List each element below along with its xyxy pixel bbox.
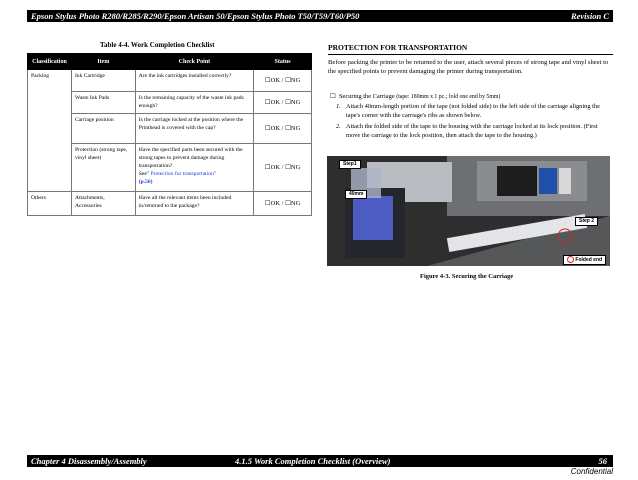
cell-status[interactable]: ☐OK / ☐NG xyxy=(254,144,312,192)
table-row xyxy=(28,144,312,192)
table-row xyxy=(28,192,312,216)
cell-check: Is the remaining capacity of the waste ink pads enough? xyxy=(135,92,253,114)
cell-status[interactable]: ☐OK / ☐NG xyxy=(254,92,312,114)
cell-classification xyxy=(28,92,72,114)
table-header-row xyxy=(28,54,312,70)
cell-classification xyxy=(28,114,72,144)
step-1 xyxy=(336,102,612,120)
cell-classification: Others xyxy=(28,192,72,216)
figure-caption: Figure 4-3. Securing the Carriage xyxy=(420,273,514,280)
page-reference-link[interactable]: (p.56) xyxy=(138,179,153,185)
measure-label: 40mm xyxy=(345,190,367,199)
column-header: Status xyxy=(254,54,312,70)
cell-classification xyxy=(28,144,72,192)
confidential-label: Confidential xyxy=(570,467,613,476)
step-2 xyxy=(336,122,612,140)
intro-paragraph: Before packing the printer to be returned to the user, attach several pieces of strong tape and vinyl sheet to the specified points to prevent damaging the printer during transportation. xyxy=(328,59,609,75)
cell-status[interactable]: ☐OK / ☐NG xyxy=(254,114,312,144)
cell-item: Attachments, Accessories xyxy=(71,192,135,216)
page-number: 56 xyxy=(598,456,607,466)
cross-reference-link[interactable]: Protection for transportation" xyxy=(150,171,217,177)
bullet-securing-carriage xyxy=(330,92,612,102)
cell-check: Is the carriage locked at the position where the Printhead is covered with the cap? xyxy=(135,114,253,144)
step-text: Attach the folded side of the tape to the housing with the carriage locked at its lock position. (First move the carriage to the lock position, then attach the tape to the housing.) xyxy=(346,123,598,139)
checkbox-bullet-icon: ☐ xyxy=(330,93,336,100)
table-row xyxy=(28,92,312,114)
step1-label: Step1 xyxy=(339,160,361,169)
cell-item: Protection (strong tape, vinyl sheet) xyxy=(71,144,135,192)
step-number: 1. xyxy=(336,103,341,110)
step2-label: Step 2 xyxy=(575,217,598,226)
column-header: Item xyxy=(71,54,135,70)
bullet-note: (tape: 180mm x 1 pc.; fold one end by 5mm) xyxy=(396,94,501,100)
cell-classification: Packing xyxy=(28,70,72,92)
cell-check: Have all the relevant items been included in/returned to the package? xyxy=(135,192,253,216)
footer-bar xyxy=(27,455,613,467)
revision-label: Revision C xyxy=(570,11,609,21)
header-bar xyxy=(27,10,613,22)
carriage-illustration xyxy=(327,156,610,266)
see-text: See" xyxy=(138,171,150,177)
column-header: Check Point xyxy=(135,54,253,70)
step-text: Attach 40mm-length portion of the tape (not folded side) to the left side of the carriage aligning the tape's corner with the carriage's ribs as shown below. xyxy=(346,103,600,119)
section-heading: PROTECTION FOR TRANSPORTATION xyxy=(328,43,613,55)
cell-check xyxy=(135,144,253,192)
folded-end-label xyxy=(563,255,606,265)
document-title: Epson Stylus Photo R280/R285/R290/Epson Artisan 50/Epson Stylus Photo T50/T59/T60/P50 xyxy=(31,11,360,21)
check-text: Have the specified parts been secured with the strong tapes to prevent damage during transportation? xyxy=(138,147,243,169)
carriage-photo xyxy=(327,156,610,266)
table-title: Table 4-4. Work Completion Checklist xyxy=(100,41,215,49)
chapter-label: Chapter 4 Disassembly/Assembly xyxy=(31,456,147,466)
cell-item: Waste Ink Pads xyxy=(71,92,135,114)
cell-item: Carriage position xyxy=(71,114,135,144)
section-label: 4.1.5 Work Completion Checklist (Overview) xyxy=(235,456,391,466)
table-row xyxy=(28,70,312,92)
cell-status[interactable]: ☐OK / ☐NG xyxy=(254,70,312,92)
cell-status[interactable]: ☐OK / ☐NG xyxy=(254,192,312,216)
cell-item: Ink Cartridge xyxy=(71,70,135,92)
red-circle-icon xyxy=(567,256,574,263)
table-row xyxy=(28,114,312,144)
step-number: 2. xyxy=(336,123,341,130)
checklist-table xyxy=(27,53,312,216)
column-header: Classification xyxy=(28,54,72,70)
cell-check: Are the ink cartridges installed correctly? xyxy=(135,70,253,92)
folded-end-text: Folded end xyxy=(575,256,603,263)
bullet-title: Securing the Carriage xyxy=(338,93,395,100)
